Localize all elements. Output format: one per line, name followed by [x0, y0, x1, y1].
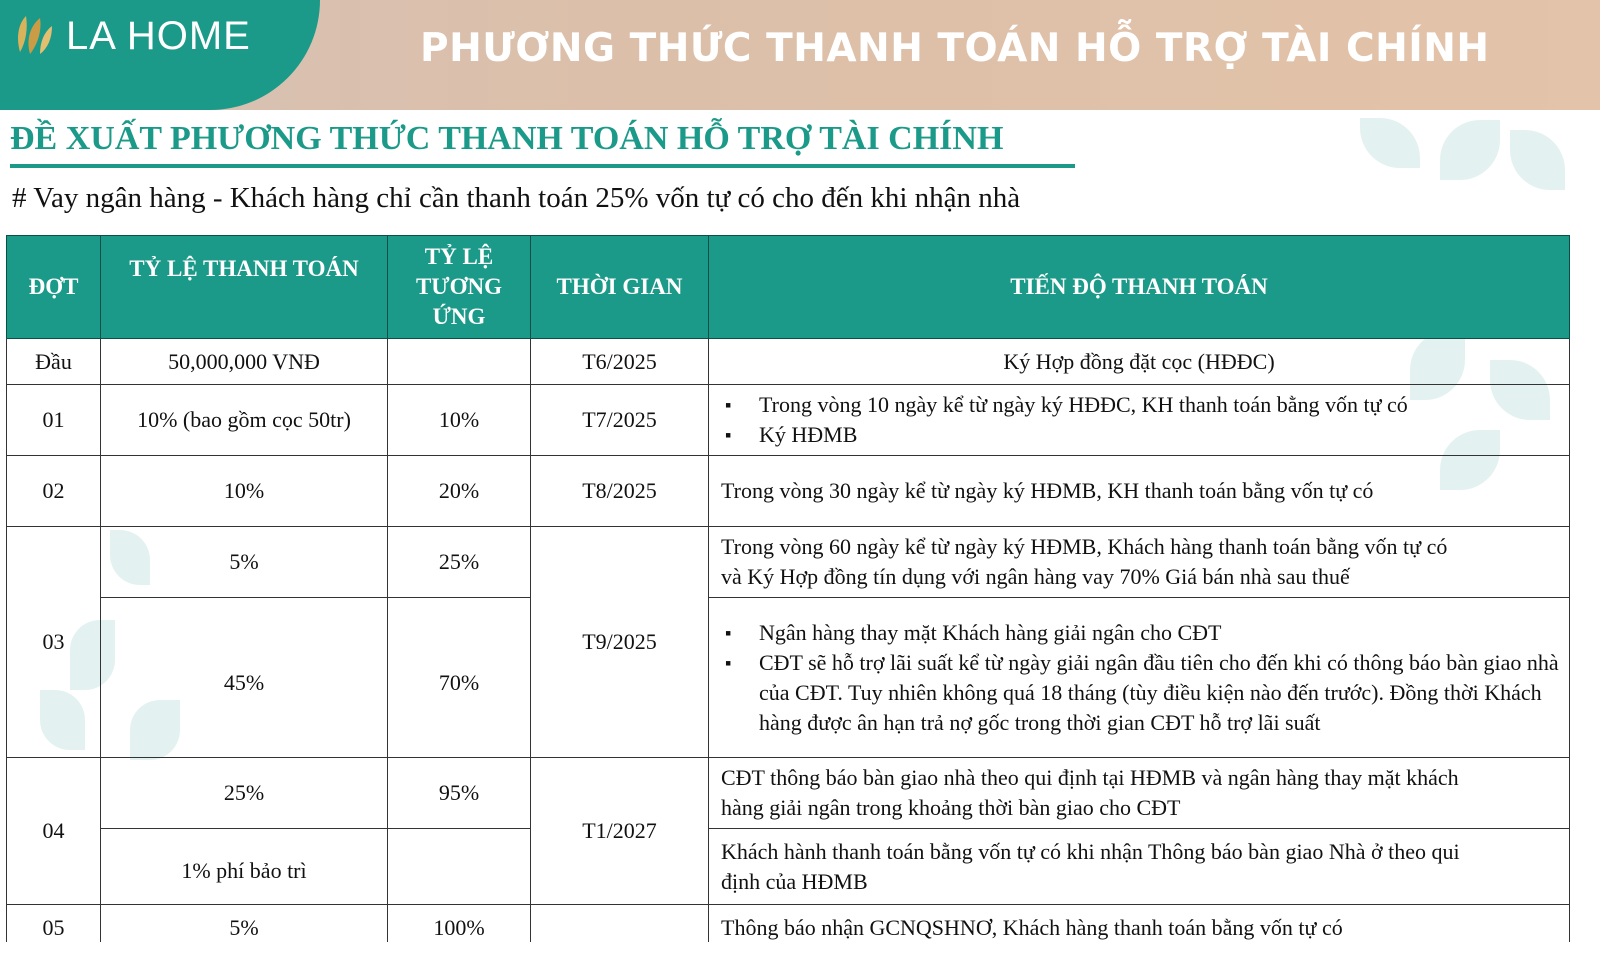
cell-tuong-ung	[388, 339, 531, 385]
decor-leaf	[1510, 130, 1565, 190]
col-header-line: TỶ LỆ	[424, 244, 494, 269]
section-subtitle: # Vay ngân hàng - Khách hàng chỉ cần thanh toán 25% vốn tự có cho đến khi nhận nhà	[12, 182, 1021, 214]
table-row	[7, 598, 1570, 758]
section-underline	[10, 164, 1075, 168]
cell-thoi-gian: T1/2027	[531, 758, 709, 905]
cell-ty-le: 25%	[101, 758, 388, 829]
cell-thoi-gian: T7/2025	[531, 385, 709, 456]
cell-tuong-ung: 10%	[388, 385, 531, 456]
logo-block	[0, 0, 320, 110]
cell-tien-do: Thông báo nhận GCNQSHNƠ, Khách hàng thanh toán bằng vốn tự có	[709, 905, 1570, 951]
cell-line: CĐT thông báo bàn giao nhà theo qui định tại HĐMB và ngân hàng thay mặt khách	[721, 765, 1459, 790]
cell-ty-le: 10% (bao gồm cọc 50tr)	[101, 385, 388, 456]
cell-dot: 02	[7, 456, 101, 527]
cell-thoi-gian: T8/2025	[531, 456, 709, 527]
bullet-list	[721, 618, 1569, 738]
cell-tien-do	[709, 829, 1570, 905]
cell-ty-le: 5%	[101, 905, 388, 951]
cell-tuong-ung: 25%	[388, 527, 531, 598]
decor-leaf	[1440, 120, 1500, 180]
cell-ty-le: 10%	[101, 456, 388, 527]
col-header-ty-le-thanh-toan: TỶ LỆ THANH TOÁN	[101, 236, 388, 339]
cell-tuong-ung: 100%	[388, 905, 531, 951]
cell-dot: 01	[7, 385, 101, 456]
header-bar	[0, 0, 1600, 110]
decor-leaf	[1360, 118, 1420, 168]
table-row	[7, 456, 1570, 527]
table-row	[7, 527, 1570, 598]
bullet-item: ▪ Ngân hàng thay mặt Khách hàng giải ngân cho CĐT	[759, 618, 1559, 648]
cell-tien-do: Ký Hợp đồng đặt cọc (HĐĐC)	[709, 339, 1570, 385]
bottom-edge	[0, 942, 1600, 964]
cell-tien-do: Trong vòng 30 ngày kể từ ngày ký HĐMB, KH thanh toán bằng vốn tự có	[709, 456, 1570, 527]
cell-tuong-ung: 70%	[388, 598, 531, 758]
logo-leaf-icon	[14, 12, 54, 56]
table-row	[7, 385, 1570, 456]
cell-tuong-ung	[388, 829, 531, 905]
cell-dot: Đầu	[7, 339, 101, 385]
cell-ty-le: 45%	[101, 598, 388, 758]
cell-dot: 05	[7, 905, 101, 951]
cell-line: hàng giải ngân trong khoảng thời bàn giao cho CĐT	[721, 795, 1181, 820]
cell-tuong-ung: 95%	[388, 758, 531, 829]
cell-tuong-ung: 20%	[388, 456, 531, 527]
col-header-tien-do: TIẾN ĐỘ THANH TOÁN	[709, 236, 1570, 339]
page-title: PHƯƠNG THỨC THANH TOÁN HỖ TRỢ TÀI CHÍNH	[420, 26, 1490, 71]
cell-line: định của HĐMB	[721, 868, 868, 894]
table-row	[7, 829, 1570, 905]
cell-tien-do	[709, 598, 1570, 758]
cell-dot: 04	[7, 758, 101, 905]
bullet-item: ▪ CĐT sẽ hỗ trợ lãi suất kể từ ngày giải ngân đầu tiên cho đến khi có thông báo bàn giao nhà của CĐT. Tuy nhiên không quá 18 tháng (tùy điều kiện nào đến trước). Đồng thời Khách hàng được ân hạn trả nợ gốc trong thời gian CĐT hỗ trợ lãi suất	[759, 648, 1559, 738]
cell-ty-le: 50,000,000 VNĐ	[101, 339, 388, 385]
col-header-dot: ĐỢT	[7, 236, 101, 339]
payment-schedule-table	[6, 235, 1570, 951]
cell-line: Khách hành thanh toán bằng vốn tự có khi nhận Thông báo bàn giao Nhà ở theo qui	[721, 838, 1460, 864]
cell-ty-le: 1% phí bảo trì	[101, 829, 388, 905]
cell-line: và Ký Hợp đồng tín dụng với ngân hàng vay 70% Giá bán nhà sau thuế	[721, 564, 1350, 589]
logo-text: LA HOME	[66, 14, 251, 58]
cell-tien-do	[709, 385, 1570, 456]
bullet-item: ▪ Ký HĐMB	[759, 420, 1569, 450]
table-row	[7, 339, 1570, 385]
cell-thoi-gian: T6/2025	[531, 339, 709, 385]
table-header-row	[7, 236, 1570, 339]
col-header-thoi-gian: THỜI GIAN	[531, 236, 709, 339]
cell-line: Trong vòng 60 ngày kể từ ngày ký HĐMB, Khách hàng thanh toán bằng vốn tự có	[721, 534, 1448, 559]
bullet-item: ▪ Trong vòng 10 ngày kể từ ngày ký HĐĐC, KH thanh toán bằng vốn tự có	[759, 390, 1569, 420]
cell-tien-do	[709, 527, 1570, 598]
cell-ty-le: 5%	[101, 527, 388, 598]
section-title: ĐỀ XUẤT PHƯƠNG THỨC THANH TOÁN HỖ TRỢ TÀI CHÍNH	[10, 120, 1004, 157]
col-header-line: TƯƠNG	[415, 274, 503, 299]
bullet-list	[721, 390, 1569, 450]
cell-thoi-gian: T9/2025	[531, 527, 709, 758]
table-row	[7, 758, 1570, 829]
col-header-ty-le-tuong-ung	[388, 236, 531, 339]
col-header-line: ỨNG	[432, 304, 486, 329]
cell-dot: 03	[7, 527, 101, 758]
cell-tien-do	[709, 758, 1570, 829]
